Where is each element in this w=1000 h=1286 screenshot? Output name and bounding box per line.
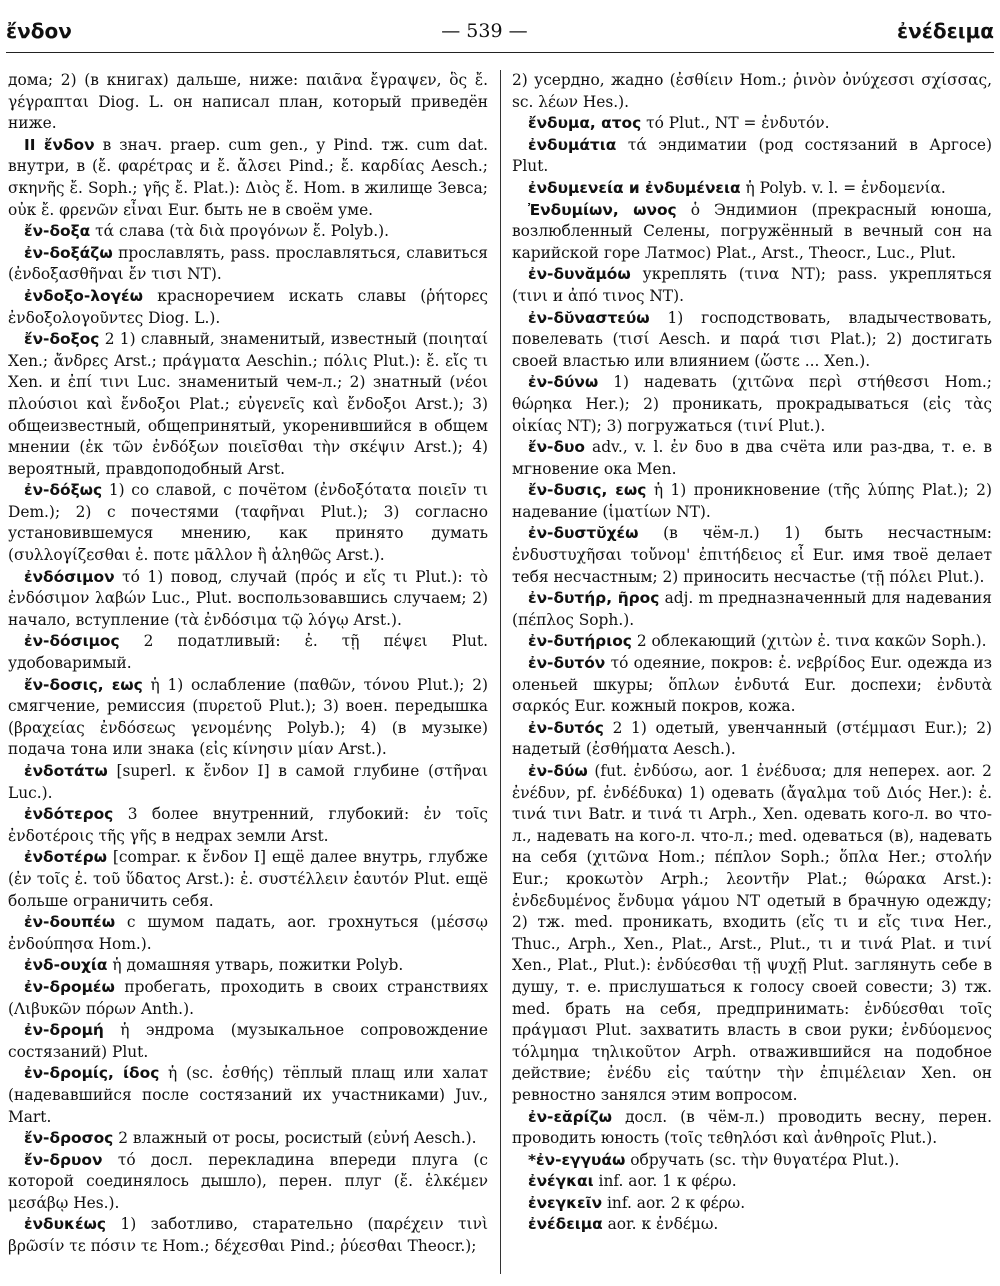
right-column xyxy=(512,70,992,1236)
entry-definition: в знач. praep. cum gen., у Pind. тж. cum dat. внутри, в (ἔ. φαρέτρας и ἔ. ἄλσει Pind.; ἔ. καρδίας Aesch.; σκηνῆς ἔ. Soph.; γῆς ἔ. Plat.): Διὸς ἔ. Hom. в жилище Зевса; οὐκ ἔ. φρενῶν εἶναι Eur. быть не в своём уме. xyxy=(8,135,488,219)
entry-definition: ἡ домашняя утварь, пожитки Polyb. xyxy=(112,956,404,975)
entry-definition: 2) усердно, жадно (ἐσθίειν Hom.; ῥινὸν ὀνύχεσσι σχίσσας, sc. λέων Hes.). xyxy=(512,71,992,111)
entry-lemma: ἐν-δυτός xyxy=(528,718,604,737)
entry-definition: (fut. ἐνδύσω, aor. 1 ἐνέδυσα; для неперех. aor. 2 ἐνέδυν, pf. ἐνδέδυκα) 1) одевать (ἄγαλμα τοῦ Διός Her.): ἐ. τινά τινι Batr. и τινά τι Arph., Xen. одевать кого-л. во что-л., надевать на кого-л. что-л.; med. одеваться (в), надевать на себя (χιτῶνα Hom.; πέπλον Soph.; ὅπλα Her.; στολήν Eur.; κροκωτὸν Arph.; λεοντῆν Plat.; θώρακα Arst.): ἐνδεδυμένος ἔνδυμα γάμου NT одетый в брачную одежду; 2) тж. med. проникать, входить (εἴς τι и εἴς τινα Her., Thuc., Arph., Xen., Plat., Arst., Plut., τι и τινά Plat. и τινί Xen., Plat., Plut.): ἐνδύεσθαι τῇ ψυχῇ Plut. заглянуть себе в душу, т. е. прислушаться к голосу своей совести; 3) тж. med. брать на себя, предпринимать: ἐνδύεσθαι τοῖς πράγμασι Plut. захватить власть в свои руки; ἐνδύομενος τόλμημα τηλικοῦτον Arph. отважившийся на подобное действие; ἐνέδυ εἰς ταύτην τὴν ἐπιμέλειαν Xen. он ревностно занялся этим вопросом. xyxy=(512,762,992,1104)
entry-definition: 1) заботливо, старательно (παρέχειν τινὶ βρῶσίν τε πόσιν τε Hom.; δέχεσθαι Pind.; ῥύεσθαι Theocr.); xyxy=(8,1215,488,1256)
column-divider xyxy=(500,70,501,1274)
dictionary-entry xyxy=(512,631,992,653)
entry-lemma: ἐν-δοξάζω xyxy=(24,243,113,262)
entry-definition: ἡ 1) ослабление (παθῶν, τόνου Plut.); 2) смягчение, ремиссия (πυρετοῦ Plut.); 3) воен. передышка (βραχείας ἐνδόσεως γενομένης Polyb.); 4) (в музыке) подача тона или знака (εἰς κίνησιν μίαν Arst.). xyxy=(8,675,488,759)
entry-definition: с шумом падать, aor. грохнуться (μέσσῳ ἐνδούπησα Hom.). xyxy=(8,913,488,953)
dictionary-entry xyxy=(8,804,488,847)
dictionary-entry xyxy=(512,308,992,373)
entry-definition: ὁ Эндимион (прекрасный юноша, возлюбленный Селены, погружённый в вечный сон на карийской горе Латмос) Plat., Arst., Theocr., Luc., Plut. xyxy=(512,200,992,262)
entry-definition: τό Plut., NT = ἐνδυτόν. xyxy=(646,114,830,133)
entry-definition: τά эндиматии (род состязаний в Аргосе) Plut. xyxy=(512,135,992,176)
entry-definition: укреплять (τινα NT); pass. укрепляться (τινι и ἀπό τινος NT). xyxy=(512,265,992,305)
entry-lemma: ἐν-δυστῠχέω xyxy=(528,524,639,543)
dictionary-entry xyxy=(8,329,488,480)
dictionary-entry xyxy=(8,977,488,1020)
dictionary-entry xyxy=(8,286,488,329)
entry-definition: aor. к ἐνδέμω. xyxy=(607,1215,719,1234)
entry-lemma: ἔν-δυσις, εως xyxy=(528,481,647,500)
entry-lemma: ἔν-δρυον xyxy=(24,1150,103,1169)
entry-definition: [compar. к ἔνδον I] ещё далее внутрь, глубже (ἐν τοῖς ἐ. τοῦ ὕδατος Arst.): ἐ. συστέλλειν ἑαυτόν Plut. ещё больше ограничить себя. xyxy=(8,848,488,910)
entry-definition: ἡ Polyb. v. l. = ἐνδομενία. xyxy=(745,178,946,197)
dictionary-entry xyxy=(512,113,992,135)
entry-definition: [superl. к ἔνδον I] в самой глубине (στῆναι Luc.). xyxy=(8,762,488,802)
dictionary-entry xyxy=(512,1171,992,1193)
entry-lemma: ἐν-δύω xyxy=(528,762,588,780)
entry-lemma: ἐν-δυτήριος xyxy=(528,632,632,651)
dictionary-entry xyxy=(8,480,488,566)
dictionary-entry xyxy=(512,1107,992,1150)
page-number: — 539 — xyxy=(441,20,528,42)
dictionary-entry xyxy=(8,1128,488,1150)
dictionary-entry xyxy=(512,653,992,718)
entry-lemma: ἐν-δρομή xyxy=(24,1021,104,1040)
dictionary-entry xyxy=(512,1193,992,1215)
entry-lemma: ἐν-δρομέω xyxy=(24,977,115,996)
entry-lemma: ἐνδυκέως xyxy=(24,1215,107,1234)
dictionary-entry xyxy=(8,567,488,632)
entry-lemma: ἔν-δροσος xyxy=(24,1129,114,1148)
dictionary-entry xyxy=(512,1150,992,1172)
dictionary-entry xyxy=(512,588,992,631)
dictionary-entry xyxy=(512,135,992,178)
dictionary-entry xyxy=(8,847,488,912)
entry-lemma: ἐν-δόξως xyxy=(24,481,103,500)
entry-lemma: ἐν-δυτόν xyxy=(528,654,606,673)
entry-lemma: ἐν-δῠναστεύω xyxy=(528,308,650,327)
entry-lemma: ἐνέγκαι xyxy=(528,1172,594,1191)
page-header xyxy=(6,14,994,48)
header-rule xyxy=(6,52,994,53)
entry-definition: дома; 2) (в книгах) дальше, ниже: παιᾶνα ἔγραψεν, ὃς ἔ. γέγραπται Diog. L. он написал план, который приведён ниже. xyxy=(8,71,488,133)
entry-lemma: II ἔνδον xyxy=(24,135,95,154)
entry-lemma: ἐνέδειμα xyxy=(528,1215,603,1234)
dictionary-entry xyxy=(512,437,992,480)
entry-lemma: ἐνδυμάτια xyxy=(528,135,617,154)
dictionary-entry xyxy=(8,912,488,955)
entry-lemma: ἐνδόσιμον xyxy=(24,567,115,586)
dictionary-entry xyxy=(512,200,992,265)
entry-definition: τό досл. перекладина впереди плуга (с которой соединялось дышло), перен. плуг (ἔ. ἑλκέμεν μεσάβῳ Hes.). xyxy=(8,1150,488,1212)
entry-definition: пробегать, проходить в своих странствиях (Λιβυκῶν πόρων Anth.). xyxy=(8,977,488,1018)
dictionary-entry xyxy=(8,243,488,286)
entry-definition: τά слава (τὰ διὰ προγόνων ἔ. Polyb.). xyxy=(95,222,390,241)
entry-definition: (в чём-л.) 1) быть несчастным: ἐνδυστυχῆσαι τοὔνομ' ἐπιτήδειος εἶ Eur. имя твоё делает тебя несчастным; 2) приносить несчастье (τῇ πόλει Plut.). xyxy=(512,524,992,586)
entry-definition: inf. aor. 2 к φέρω. xyxy=(607,1193,746,1212)
entry-lemma: ἐνδυμενεία и ἐνδυμένεια xyxy=(528,178,741,197)
dictionary-entry xyxy=(512,70,992,113)
dictionary-entry xyxy=(8,1150,488,1215)
dictionary-entry xyxy=(512,1214,992,1236)
entry-lemma: ἐν-δόσιμος xyxy=(24,632,120,651)
running-headword-left: ἔνδον xyxy=(6,19,72,43)
entry-lemma: ἐνδ-ουχία xyxy=(24,956,108,975)
entry-lemma: ἔν-δυο xyxy=(528,438,585,457)
dictionary-entry xyxy=(8,70,488,135)
dictionary-entry xyxy=(8,1214,488,1257)
entry-lemma: ἐνδοξο-λογέω xyxy=(24,286,143,305)
dictionary-entry xyxy=(8,675,488,761)
entry-definition: досл. (в чём-л.) проводить весну, перен. проводить юность (τοῖς τεθηλόσι καὶ ἀνθηροῖς Plut.). xyxy=(512,1107,992,1148)
entry-definition: прославлять, pass. прославляться, славиться (ἐνδοξασθῆναι ἔν τισι NT). xyxy=(8,243,488,284)
entry-definition: 1) со славой, с почётом (ἐνδοξότατα ποιεῖν τι Dem.); 2) с почестями (ταφῆναι Plut.); 3) согласно установившемуся мнению, как принято думать (συλλογίζεσθαι ἐ. ποτε μᾶλλον ἢ ἀληθῶς Arst.). xyxy=(8,481,488,565)
entry-definition: ἡ (sc. ἐσθής) тёплый плащ или халат (надевавшийся после состязаний их участниками) Juv., Mart. xyxy=(8,1064,488,1126)
running-headword-right: ἐνέδειμα xyxy=(896,19,994,43)
entry-lemma: ἐνεγκεῖν xyxy=(528,1193,603,1212)
entry-lemma: ἐνδότερος xyxy=(24,805,114,824)
entry-lemma: Ἐνδυμίων, ωνος xyxy=(528,200,677,219)
entry-lemma: ἐν-δυτήρ, ῆρος xyxy=(528,589,660,608)
entry-lemma: ἔν-δοξα xyxy=(24,222,91,241)
entry-definition: τό одеяние, покров: ἐ. νεβρίδος Eur. одежда из оленьей шкуры; ὅπλων ἐνδυτά Eur. доспехи; ἐνδυτὰ σαρκός Eur. кожный покров, кожа. xyxy=(512,654,992,716)
dictionary-entry xyxy=(8,955,488,977)
dictionary-entry xyxy=(8,761,488,804)
dictionary-entry xyxy=(8,221,488,243)
dictionary-entry xyxy=(512,480,992,523)
entry-definition: 2 облекающий (χιτὼν ἐ. τινα κακῶν Soph.). xyxy=(636,632,987,651)
entry-lemma: ἔνδυμα, ατος xyxy=(528,114,642,133)
entry-definition: ἡ 1) проникновение (τῆς λύπης Plat.); 2) надевание (ἱματίων NT). xyxy=(512,481,992,521)
entry-lemma: ἔν-δοξος xyxy=(24,330,100,349)
entry-lemma: ἐν-εᾰρίζω xyxy=(528,1107,613,1126)
entry-lemma: ἔν-δοσις, εως xyxy=(24,675,143,694)
dictionary-entry xyxy=(512,372,992,437)
entry-lemma: *ἐν-εγγυάω xyxy=(528,1150,626,1169)
entry-definition: 2 1) славный, знаменитый, известный (ποιηταί Xen.; ἄνδρες Arst.; πράγματα Aeschin.; πόλις Plut.): ἔ. εἴς τι Xen. и ἐπί τινι Luc. знаменитый чем-л.; 2) знатный (νέοι πλούσιοι καὶ ἔνδοξοι Plat.; εὐγενεῖς καὶ ἔνδοξοι Arst.); 3) общеизвестный, общепринятый, укоренившийся в общем мнении (ἐκ τῶν ἐνδόξων ποιεῖσθαι τὴν σκέψιν Arst.); 4) вероятный, правдоподобный Arst. xyxy=(8,330,488,478)
entry-definition: adj. m предназначенный для надевания (πέπλος Soph.). xyxy=(512,589,992,629)
dictionary-entry xyxy=(512,264,992,307)
dictionary-entry xyxy=(8,631,488,674)
dictionary-entry xyxy=(8,1020,488,1063)
entry-lemma: ἐν-δύνω xyxy=(528,373,599,392)
dictionary-entry xyxy=(512,718,992,761)
entry-definition: 2 влажный от росы, росистый (εὐνή Aesch.). xyxy=(118,1129,477,1148)
entry-definition: τό 1) повод, случай (πρός и εἴς τι Plut.): τὸ ἐνδόσιμον λαβών Luc., Plut. воспользовавшись случаем; 2) начало, вступление (τὰ ἐνδόσιμα τῷ λόγῳ Arst.). xyxy=(8,567,488,629)
entry-definition: 2 1) одетый, увенчанный (στέμμασι Eur.); 2) надетый (ἐσθήματα Aesch.). xyxy=(512,718,992,759)
entry-definition: ἡ эндрома (музыкальное сопровождение состязаний) Plut. xyxy=(8,1021,488,1061)
entry-lemma: ἐν-δυνᾰμόω xyxy=(528,265,631,284)
dictionary-entry xyxy=(512,178,992,200)
entry-definition: красноречием искать славы (ῥήτορες ἐνδοξολογοῦντες Diog. L.). xyxy=(8,286,488,327)
left-column xyxy=(8,70,488,1258)
entry-definition: 3 более внутренний, глубокий: ἐν τοῖς ἐνδοτέροις τῆς γῆς в недрах земли Arst. xyxy=(8,805,488,845)
entry-lemma: ἐν-δουπέω xyxy=(24,913,116,932)
entry-lemma: ἐνδοτάτω xyxy=(24,762,108,780)
entry-lemma: ἐνδοτέρω xyxy=(24,848,107,867)
dictionary-entry xyxy=(8,1063,488,1128)
entry-definition: adv., v. l. ἐν δυο в два счёта или раз-два, т. е. в мгновение ока Men. xyxy=(512,438,992,478)
entry-definition: обручать (sc. τὴν θυγατέρα Plut.). xyxy=(630,1150,900,1169)
entry-definition: 1) надевать (χιτῶνα περὶ στήθεσσι Hom.; θώρηκα Her.); 2) проникать, прокрадываться (εἰς τὰς οἰκίας NT); 3) погружаться (τινί Plut.). xyxy=(512,373,992,435)
entry-definition: inf. aor. 1 к φέρω. xyxy=(598,1172,737,1191)
entry-lemma: ἐν-δρομίς, ίδος xyxy=(24,1064,160,1083)
dictionary-entry xyxy=(8,135,488,221)
dictionary-entry xyxy=(512,523,992,588)
entry-definition: 2 податливый: ἐ. τῇ πέψει Plut. удобоваримый. xyxy=(8,632,488,673)
dictionary-entry xyxy=(512,761,992,1107)
entry-definition: 1) господствовать, владычествовать, повелевать (τισί Aesch. и παρά τισι Plat.); 2) достигать своей властью или влиянием (ὥστε ... Xen.). xyxy=(512,308,992,370)
